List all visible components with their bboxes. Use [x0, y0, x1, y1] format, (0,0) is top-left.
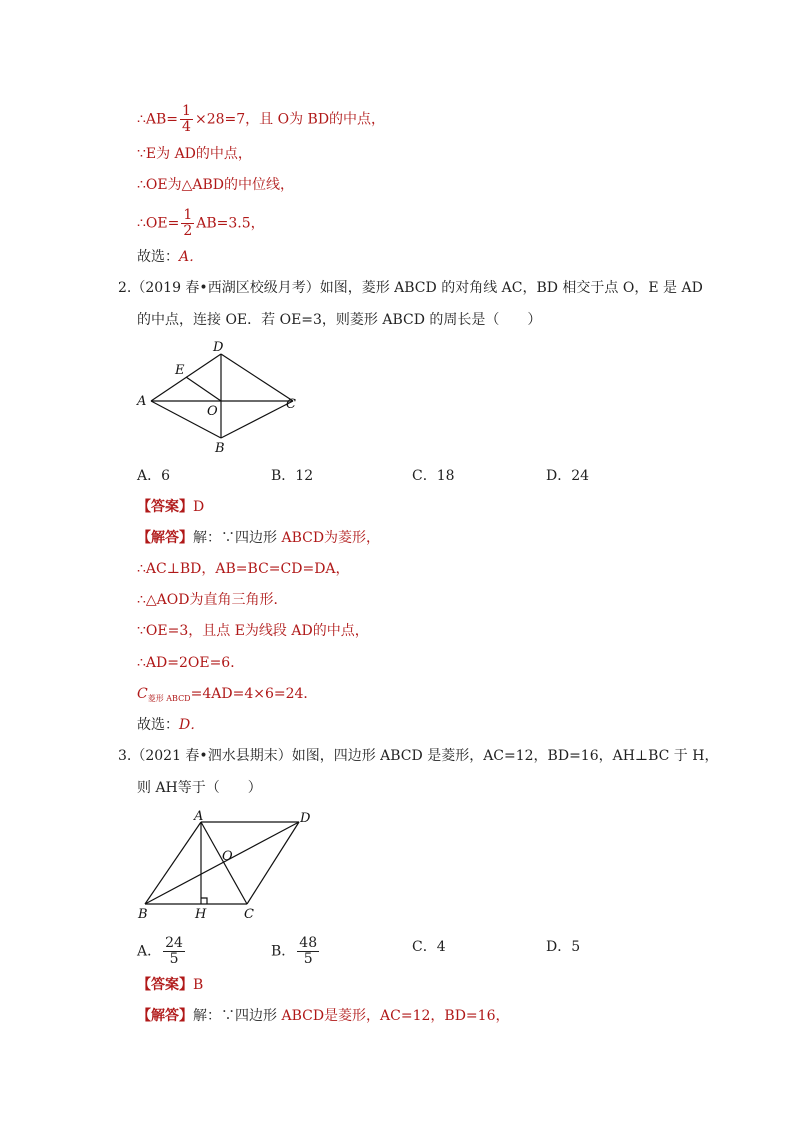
fraction: $\frac{24}{5}$ — [165, 935, 183, 967]
answer-letter: A． — [179, 249, 204, 265]
label-o: O — [207, 404, 218, 419]
q3-option-a: A． $\frac{24}{5}$ — [137, 935, 183, 967]
q2-option-a: A．6 — [137, 468, 171, 484]
sol1-text: AB=3.5， — [196, 215, 265, 232]
label-d: D — [300, 811, 311, 826]
label-e: E — [175, 363, 185, 378]
q2-option-d: D．24 — [546, 468, 590, 484]
label-c: C — [244, 907, 254, 922]
q2-analysis-line-1: 【解答】解：∵四边形 ABCD为菱形， — [137, 530, 381, 546]
q2-stem-line-1: 2.（2019 春•西湖区校级月考）如图，菱形 ABCD 的对角线 AC，BD 相交于点 O，E 是 AD — [118, 280, 703, 296]
q2-answer — [137, 497, 204, 517]
analysis-tag: 【解答】 — [137, 1008, 193, 1024]
sol1-line-4 — [137, 208, 265, 239]
q3-option-c: C．4 — [412, 939, 446, 955]
label-b: B — [138, 907, 148, 922]
side-cb — [221, 401, 293, 438]
q2-stem-line-2: 的中点，连接 OE．若 OE=3，则菱形 ABCD 的周长是（ ） — [137, 312, 542, 328]
sol1-text: ×28=7，且 O为 BD的中点， — [194, 111, 386, 128]
label-a: A — [137, 394, 147, 409]
q2-analysis-line-7: 故选：D． — [137, 717, 205, 733]
right-angle-mark — [201, 898, 207, 904]
q2-analysis-line-4: ∵OE=3，且点 E为线段 AD的中点， — [137, 623, 369, 639]
fraction: $\frac{1}{2}$ — [183, 207, 193, 239]
answer-letter: D． — [179, 717, 205, 733]
label-h: H — [195, 907, 207, 922]
segment-oe — [186, 377, 221, 401]
sol1-line-5: 故选：A． — [137, 249, 204, 265]
label-a: A — [194, 809, 204, 824]
q3-option-d: D．5 — [546, 939, 581, 955]
q3-option-b: B． $\frac{48}{5}$ — [271, 935, 318, 967]
answer-value: D — [193, 499, 205, 515]
sol1-text: ∴OE= — [137, 215, 180, 232]
side-dc — [247, 822, 299, 904]
q3-analysis-line-1: 【解答】解：∵四边形 ABCD是菱形，AC=12，BD=16， — [137, 1008, 510, 1024]
label-o: O — [222, 849, 233, 864]
q2-analysis-line-6: $C_{菱形 ABCD}=4AD=4\times 6=24$． — [137, 686, 318, 703]
answer-value: B — [193, 977, 204, 993]
sol1-line-1 — [137, 104, 385, 135]
sol1-text: ∴AB= — [137, 111, 179, 128]
label-b: B — [215, 441, 225, 456]
answer-tag: 【答案】 — [137, 499, 193, 515]
q3-stem-line-2: 则 AH等于（ ） — [137, 780, 262, 796]
q3-stem-line-1: 3.（2021 春•泗水县期末）如图，四边形 ABCD 是菱形，AC=12，BD=16，AH⊥BC 于 H， — [118, 748, 719, 764]
q2-option-c: C．18 — [412, 468, 455, 484]
sol1-line-2: ∵E为 AD的中点， — [137, 146, 252, 162]
q2-analysis-line-3: ∴△AOD为直角三角形． — [137, 592, 288, 608]
q3-rhombus-figure — [130, 805, 330, 925]
label-d: D — [213, 340, 224, 355]
q3-answer — [137, 975, 203, 995]
sol1-line-3: ∴OE为△ABD的中位线， — [137, 177, 294, 193]
q2-rhombus-figure — [130, 338, 310, 458]
label-c: C — [286, 397, 296, 412]
answer-tag: 【答案】 — [137, 977, 193, 993]
fraction: $\frac{1}{4}$ — [182, 103, 191, 135]
side-dc — [221, 354, 293, 401]
analysis-tag: 【解答】 — [137, 530, 193, 546]
q2-option-b: B．12 — [271, 468, 314, 484]
q2-analysis-line-5: ∴AD=2OE=6． — [137, 655, 245, 671]
q2-analysis-line-2: ∴AC⊥BD，AB=BC=CD=DA， — [137, 561, 350, 577]
side-ba — [145, 822, 201, 904]
fraction: $\frac{48}{5}$ — [299, 935, 318, 967]
